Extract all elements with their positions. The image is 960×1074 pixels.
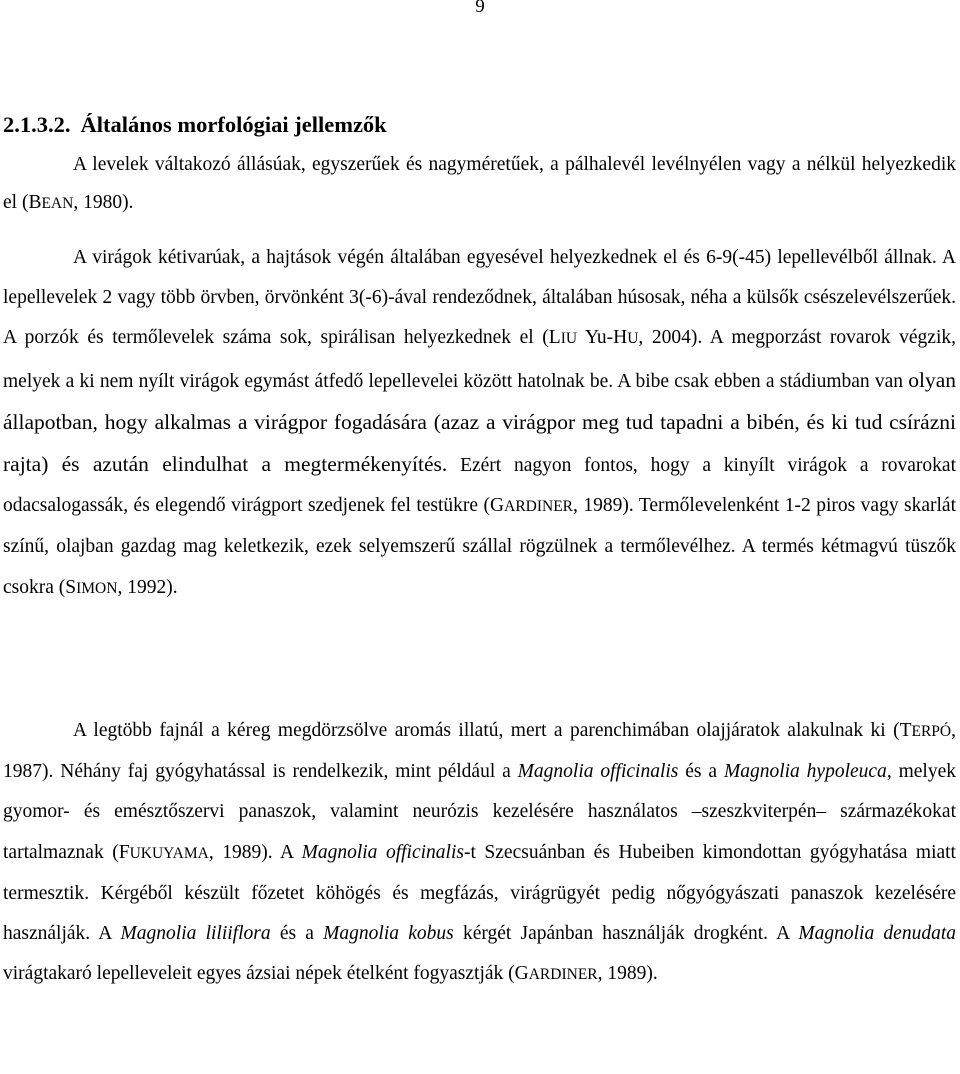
text-run: A virágok kétivarúak, a hajtások végén általában egyesével helyezkednek el és 6-9(-45) lepellevélből állnak. A lepellevelek 2 vagy több örvben, örvönként 3(-6)-ával rendeződnek, általában húsosak, néha a külsők csészelevélszerűek. A porzók és termőlevelek száma sok, spirálisan helyezkednek el (L [3, 247, 956, 349]
text-run: Ezért nagyon fontos, hogy a kinyílt virágok a rovarokat odacsalogassák, és elegendő virágport szedjenek fel testükre (G [3, 455, 956, 517]
text-run: , melyek gyomor- és emésztőszervi panaszok, valamint neurózis kezelésére használatos –szeszkviterpén– származékokat tartalmaznak (F [3, 761, 956, 863]
text-run: A legtöbb fajnál a kéreg megdörzsölve aromás illatú, mert a parenchimában olajjáratok alakulnak ki (T [73, 720, 912, 741]
text-run: -t Szecsuánban és Hubeiben kimondottan gyógyhatása miatt termesztik. Kérgéből készült főzetet köhögés és megfázás, virágrügyét pedig nőgyógyászati panaszok kezelésére használják. A [3, 841, 956, 945]
text-run: A levelek váltakozó állásúak, egyszerűek és nagyméretűek, a pálhalevél levélnyélen vagy a nélkül helyezkedik el (B [3, 154, 956, 213]
small-caps-run: IMON [76, 579, 118, 597]
text-run: , 1987). Néhány faj gyógyhatással is rendelkezik, mint például a [3, 720, 956, 783]
text-run: , 1989). A [208, 841, 302, 863]
section-number: 2.1.3.2. [3, 112, 71, 137]
small-caps-run: U [627, 330, 639, 348]
section-title: Általános morfológiai jellemzők [80, 112, 387, 137]
text-run: és a [270, 923, 324, 945]
paragraph-leaves [3, 146, 956, 223]
small-caps-run: ARDINER [528, 966, 598, 984]
text-run: kérgét Japánban használják drogként. A [453, 923, 799, 945]
species-name: Magnolia officinalis [517, 761, 679, 783]
small-caps-run: ERPÓ [911, 723, 952, 740]
section-heading [3, 112, 387, 138]
text-run: és a [678, 761, 724, 783]
species-name: Magnolia officinalis [301, 841, 464, 863]
larger-text-run: olyan állapotban, hogy alkalmas a virágpor fogadására (azaz a virágpor meg tud tapadni a bibén, és ki tud csírázni rajta) és azután elindulhat a megtermékenyítés. [3, 367, 956, 477]
text-run: virágtakaró lepelleveleit egyes ázsiai népek ételként fogyasztják (G [3, 963, 529, 985]
text-run: Yu-H [577, 327, 628, 349]
paragraph-bark [3, 711, 956, 995]
species-name: Magnolia kobus [323, 923, 454, 945]
species-name: Magnolia hypoleuca [723, 761, 887, 783]
small-caps-run: EAN [41, 195, 74, 212]
text-run: , 2004). A megporzást rovarok végzik, melyek a ki nem nyílt virágok egymást átfedő lepellevelei között hatolnak be. A bibe csak ebben a stádiumban van [3, 327, 956, 392]
species-name: Magnolia liliiflora [120, 923, 271, 945]
small-caps-run: ARDINER [504, 498, 574, 516]
page-number: 9 [475, 0, 485, 17]
text-run: , 1989). [597, 963, 658, 985]
small-caps-run: UKUYAMA [129, 844, 209, 862]
text-run: , 1989). Termőlevelenként 1-2 piros vagy skarlát színű, olajban gazdag mag keletkezik, ezek selyemszerű szállal rögzülnek a termőlevélhez. A termés kétmagvú tüszők csokra (S [3, 495, 956, 598]
text-run: , 1992). [117, 576, 178, 598]
text-run: , 1980). [73, 192, 134, 213]
species-name: Magnolia denudata [798, 923, 956, 945]
paragraph-flowers [3, 238, 956, 609]
small-caps-run: IU [560, 330, 578, 348]
